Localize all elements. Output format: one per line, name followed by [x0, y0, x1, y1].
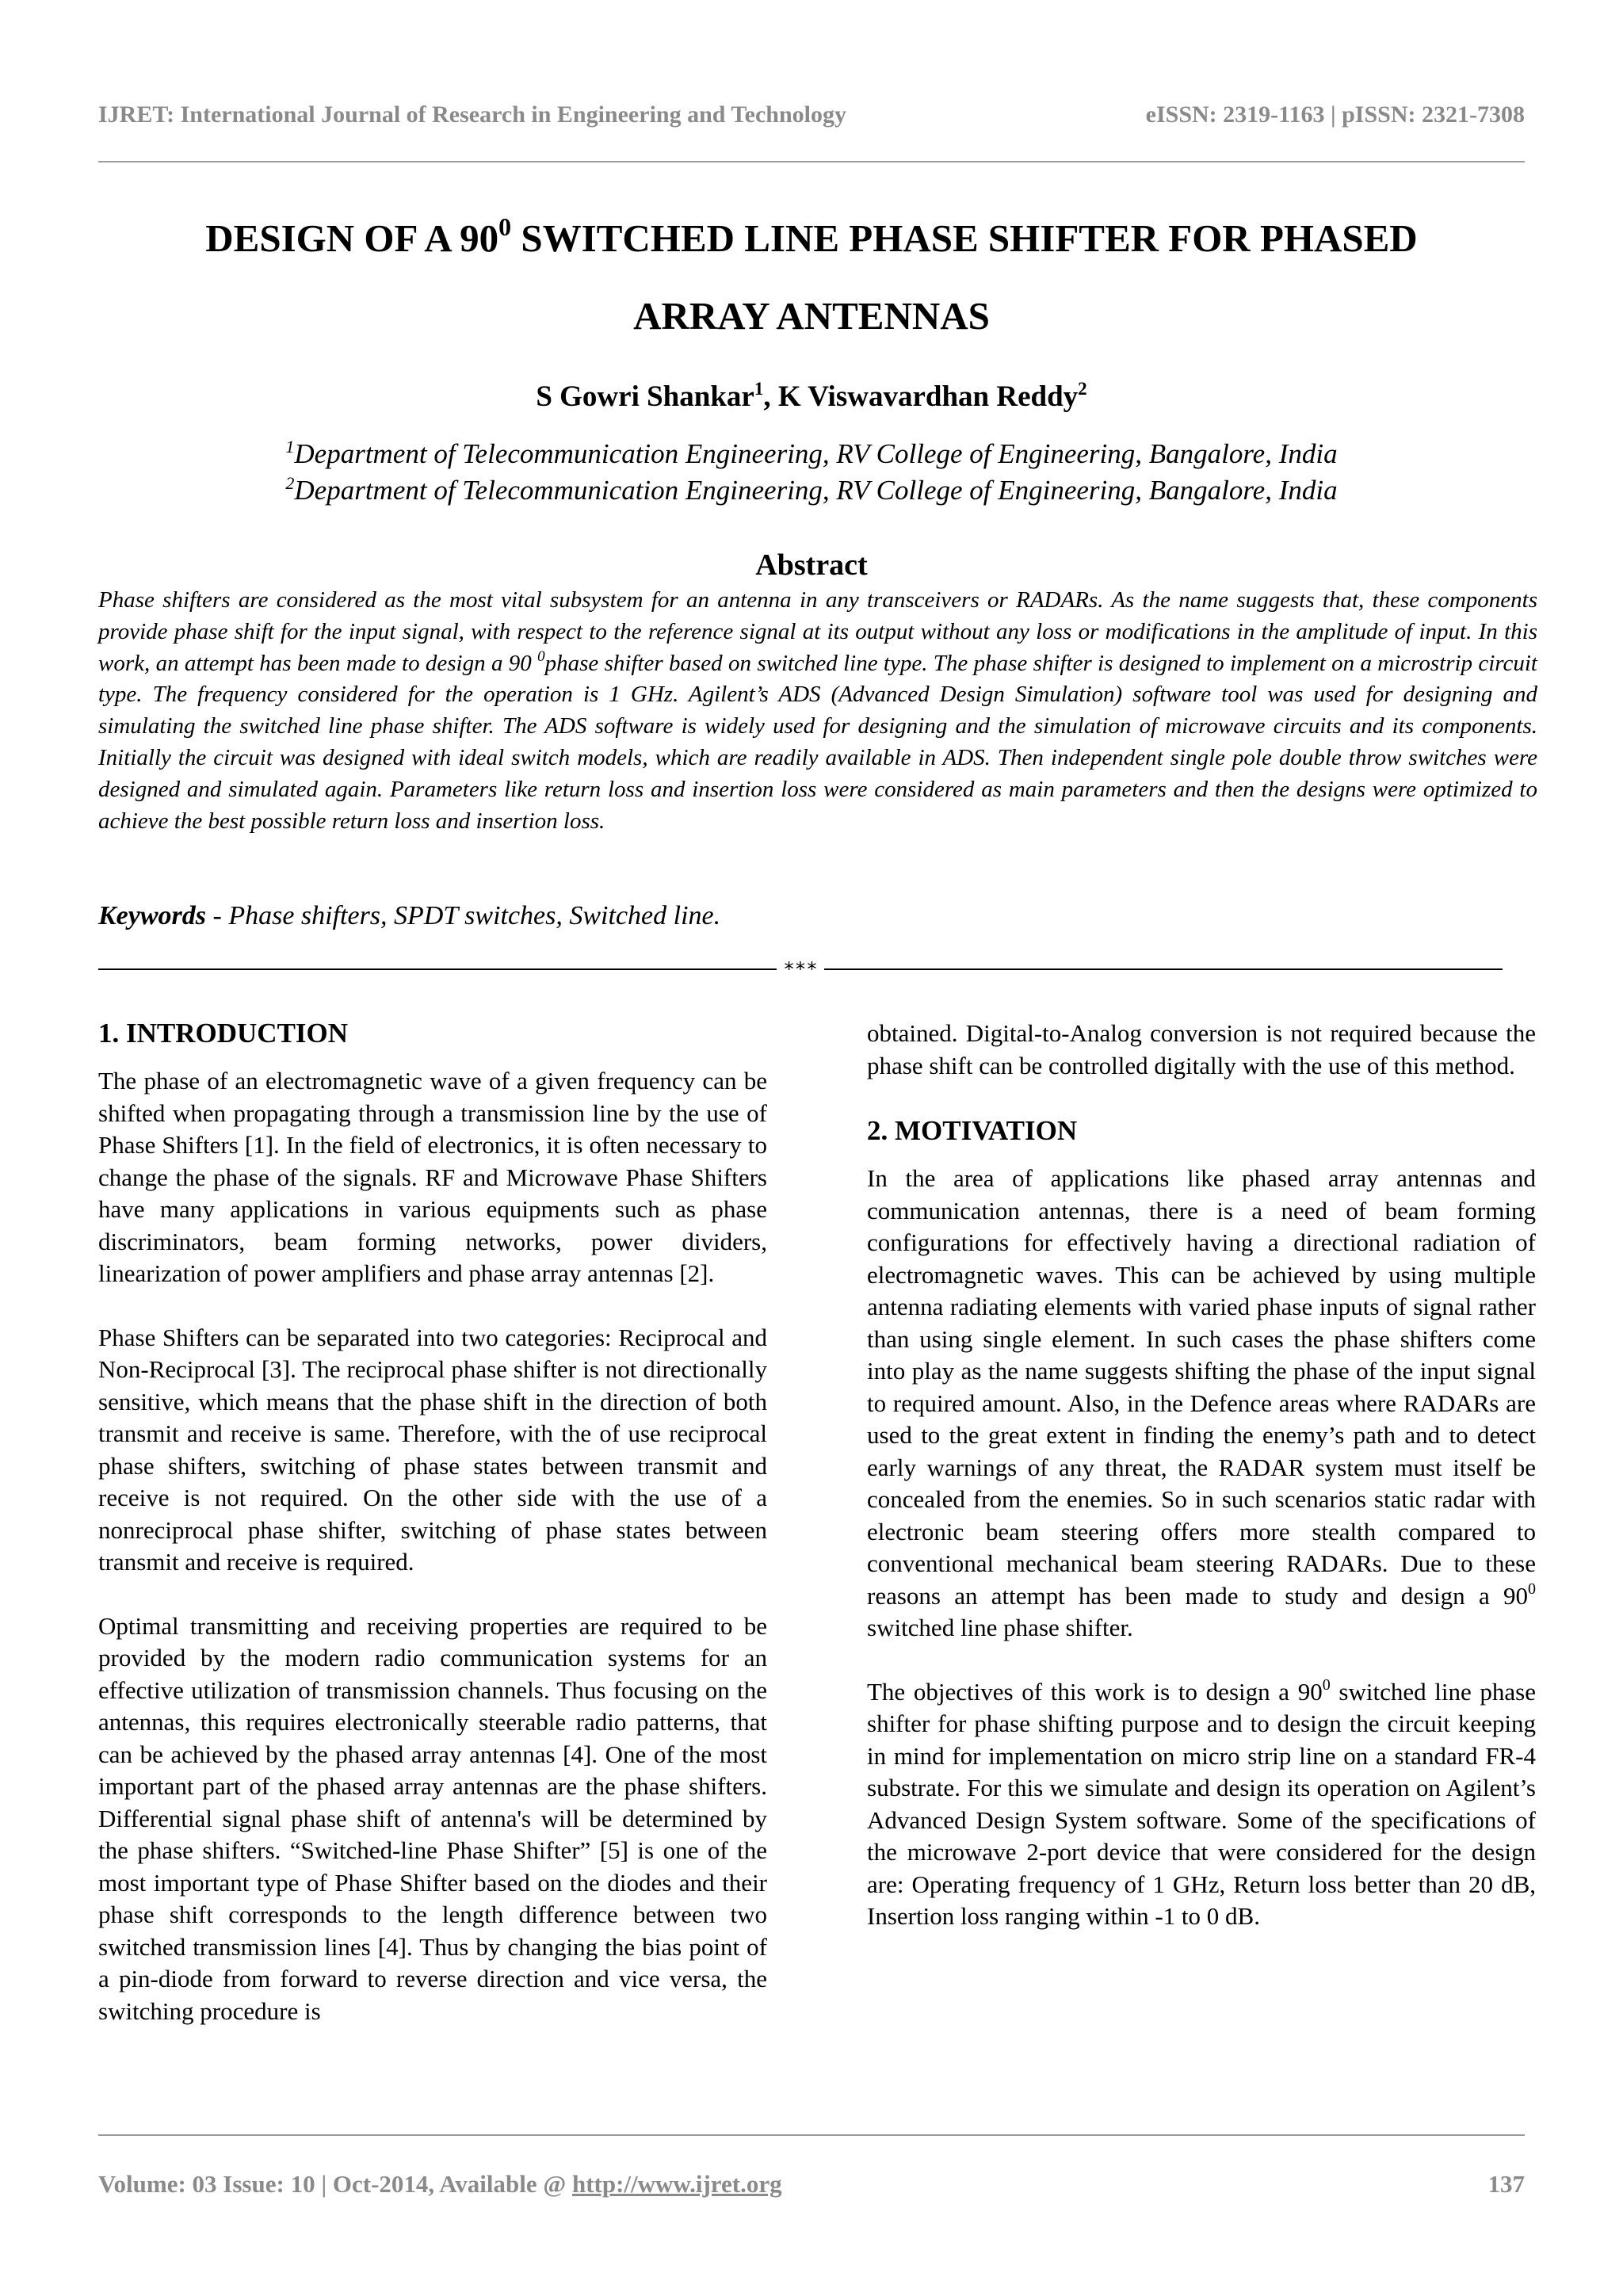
abstract-text-part-1: Phase shifters are considered as the most vital subsystem for an antenna in any transceivers or RADARs. As the name suggests that, these components provide phase shift for the input signal, with respect to the reference signal at its output without any loss or modifications in the amplitude of input. In this work, an attempt has been made to design a 90 — [98, 587, 1537, 676]
author-2: K Viswavardhan Reddy — [777, 380, 1079, 413]
journal-url-link[interactable]: http://www.ijret.org — [571, 2170, 782, 2198]
issn-info: eISSN: 2319-1163 | pISSN: 2321-7308 — [1145, 101, 1525, 128]
header-rule — [98, 161, 1525, 162]
introduction-paragraph-3: Optimal transmitting and receiving properties are required to be provided by the modern radio communication systems for an effective utilization of transmission channels. Thus focusing on the antennas, this requires electronically steerable radio patterns, that can be achieved by the phased array antennas [4]. One of the most important part of the phased array antennas are the phase shifters. Differential signal phase shift of antenna's will be determined by the phase shifters. “Switched-line Phase Shifter” [5] is one of the most important type of Phase Shifter based on the diodes and their phase shift corresponds to the length difference between two switched transmission lines [4]. Thus by changing the bias point of a pin-diode from forward to reverse direction and vice versa, the switching procedure is — [98, 1611, 767, 2025]
affiliation-2-mark: 2 — [285, 473, 295, 493]
motivation-paragraph-1-tail: switched line phase shifter. — [867, 1614, 1133, 1641]
author-separator: , — [763, 380, 778, 413]
affiliation-1-text: Department of Telecommunication Engineering, RV College of Engineering, Bangalore, India — [294, 438, 1338, 469]
title-line-2: ARRAY ANTENNAS — [633, 294, 990, 338]
introduction-paragraph-1: The phase of an electromagnetic wave of a given frequency can be shifted when propagating through a transmission line by the use of Phase Shifters [1]. In the field of electronics, it is often necessary to change the phase of the signals. RF and Microwave Phase Shifters have many applications in various equipments such as phase discriminators, beam forming networks, power dividers, linearization of power amplifiers and phase array antennas [2]. — [98, 1067, 767, 1287]
motivation-paragraph-2 — [867, 1676, 1536, 1933]
affiliation-1-mark: 1 — [285, 437, 295, 457]
author-list — [98, 377, 1525, 417]
introduction-continuation: obtained. Digital-to-Analog conversion is not required because the phase shift can be controlled digitally with the use of this method. — [867, 1019, 1536, 1079]
footer-volume-info — [98, 2170, 782, 2199]
motivation-paragraph-1 — [867, 1163, 1536, 1645]
keywords — [98, 897, 1525, 935]
footer-rule — [98, 2134, 1525, 2136]
motivation-paragraph-1-text: In the area of applications like phased array antennas and communication antennas, there is a need of beam forming configurations for effectively having a directional radiation of electromagnetic waves. This can be achieved by using multiple antenna radiating elements with varied phase inputs of signal rather than using single element. In such cases the phase shifters come into play as the name suggests shifting the phase of the input signal to required amount. Also, in the Defence areas where RADARs are used to the great extent in finding the enemy’s path and to detect early warnings of any threat, the RADAR system must itself be concealed from the enemies. So in such scenarios static radar with electronic beam steering offers more stealth compared to conventional mechanical beam steering RADARs. Due to these reasons an attempt has been made to study and design a 90 — [867, 1164, 1536, 1610]
affiliations — [98, 436, 1525, 509]
introduction-heading: 1. INTRODUCTION — [98, 1018, 349, 1049]
page-number: 137 — [1487, 2170, 1525, 2198]
divider-dashes-left — [98, 968, 777, 970]
running-header — [98, 94, 1525, 141]
abstract-degree: 0 — [537, 648, 545, 665]
motivation-paragraph-2-degree: 0 — [1322, 1675, 1331, 1694]
author-1-affil-mark: 1 — [754, 379, 764, 399]
introduction-paragraph-2: Phase Shifters can be separated into two categories: Reciprocal and Non-Reciprocal [3]. The reciprocal phase shifter is not directionally sensitive, which means that the phase shift in the direction of both transmit and receive is same. Therefore, with the of use reciprocal phase shifters, switching of phase states between transmit and receive is not required. On the other side with the use of a nonreciprocal phase shifter, switching of phase states between transmit and receive is required. — [98, 1323, 767, 1576]
right-column — [867, 1018, 1536, 1965]
page-footer — [98, 2170, 1525, 2210]
affiliation-2 — [98, 472, 1525, 509]
abstract-text-part-2: phase shifter based on switched line type. The phase shifter is designed to implement on a microstrip circuit type. The frequency considered for the operation is 1 GHz. Agilent’s ADS (Advanced Design Simulation) software tool was used for designing and simulating the switched line phase shifter. The ADS software is widely used for designing and the simulation of microwave circuits and its components. Initially the circuit was designed with ideal switch models, which are readily available in ADS. Then independent single pole double throw switches were designed and simulated again. Parameters like return loss and insertion loss were considered as main parameters and then the designs were optimized to achieve the best possible return loss and insertion loss. — [98, 650, 1537, 834]
keywords-text: - Phase shifters, SPDT switches, Switched line. — [206, 901, 721, 930]
title-part-2: SWITCHED LINE PHASE SHIFTER FOR PHASED — [511, 216, 1418, 260]
author-1: S Gowri Shankar — [536, 380, 754, 413]
affiliation-1 — [98, 436, 1525, 472]
divider-dashes-right — [824, 968, 1503, 970]
author-2-affil-mark: 2 — [1078, 379, 1087, 399]
abstract-heading: Abstract — [755, 548, 868, 582]
motivation-paragraph-1-degree: 0 — [1528, 1580, 1536, 1598]
abstract-text — [98, 585, 1537, 837]
title-line-1 — [98, 200, 1525, 277]
title-degree: 0 — [498, 212, 512, 241]
motivation-paragraph-2-tail: switched line phase shifter for phase shifting purpose and to design the circuit keeping in mind for implementation on micro strip line on a standard FR-4 substrate. For this we simulate and design its operation on Agilent’s Advanced Design System software. Some of the specifications of the microwave 2-port device that were considered for the design are: Operating frequency of 1 GHz, Return loss better than 20 dB, Insertion loss ranging within -1 to 0 dB. — [867, 1677, 1536, 1930]
keywords-label: Keywords — [98, 901, 206, 930]
footer-volume-text: Volume: 03 Issue: 10 | Oct-2014, Available @ — [98, 2170, 572, 2198]
affiliation-2-text: Department of Telecommunication Engineering, RV College of Engineering, Bangalore, India — [294, 475, 1338, 506]
journal-name: IJRET: International Journal of Research in Engineering and Technology — [98, 101, 847, 128]
motivation-paragraph-2-text: The objectives of this work is to design a 90 — [867, 1677, 1323, 1706]
title-part-1: DESIGN OF A 90 — [205, 216, 499, 260]
paper-title — [98, 200, 1525, 355]
section-divider — [98, 953, 1518, 984]
motivation-heading: 2. MOTIVATION — [867, 1115, 1078, 1146]
divider-stars: *** — [783, 958, 818, 980]
left-column — [98, 1016, 767, 2059]
